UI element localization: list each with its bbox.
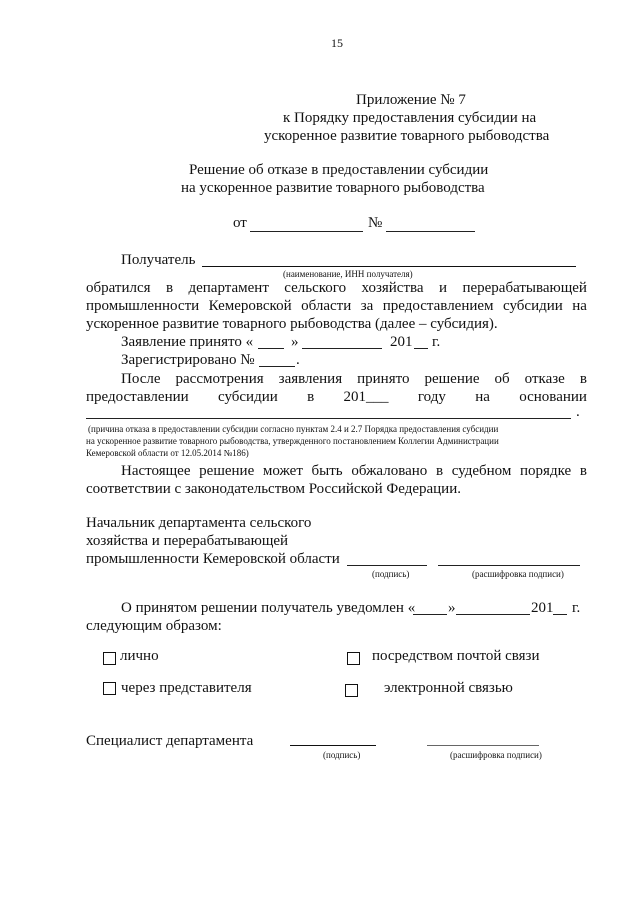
accepted-year-suffix: г.	[432, 334, 441, 350]
accepted-day-field[interactable]	[258, 348, 284, 349]
word: После	[121, 371, 161, 387]
notify-month-field[interactable]	[456, 614, 530, 615]
word: Кемеровской	[208, 298, 292, 314]
word: в	[579, 463, 587, 479]
word: об	[494, 371, 510, 387]
paragraph-1-line-2	[86, 298, 587, 315]
word: за	[360, 298, 374, 314]
word: обратился	[86, 280, 151, 296]
word: рассмотрения	[175, 371, 264, 387]
word: в	[435, 463, 444, 479]
option-post-label: посредством почтой связи	[372, 648, 540, 664]
registered-number-field[interactable]	[259, 366, 295, 367]
recipient-field[interactable]	[202, 266, 576, 267]
word: предоставлении	[86, 389, 189, 405]
word: решение	[424, 371, 480, 387]
appeal-line-1	[121, 463, 587, 480]
paragraph-1-line-1	[86, 280, 587, 297]
notification-text: О принятом решении получатель уведомлен «	[121, 600, 416, 616]
specialist-signature-caption: (подпись)	[323, 750, 361, 760]
word: сельского	[284, 280, 347, 296]
notify-day-field[interactable]	[413, 614, 447, 615]
word: 201___	[343, 389, 389, 405]
accepted-year-field[interactable]	[414, 348, 428, 349]
word: на	[475, 389, 490, 405]
head-signature-caption: (подпись)	[372, 569, 410, 579]
notify-year-field[interactable]	[553, 614, 567, 615]
paragraph-2-line-1	[121, 371, 587, 388]
word: основании	[519, 389, 587, 405]
specialist-signature-field[interactable]	[290, 745, 376, 746]
notify-quote-close: »	[448, 600, 456, 616]
paragraph-1-line-3: ускоренное развитие товарного рыбоводства (далее – субсидия).	[86, 316, 498, 332]
word: Настоящее	[121, 463, 191, 479]
option-representative-label: через представителя	[121, 680, 252, 696]
registered-dot: .	[296, 352, 300, 368]
word: порядке	[520, 463, 572, 479]
option-in-person-checkbox[interactable]	[103, 652, 116, 665]
word: области	[301, 298, 352, 314]
accepted-label: Заявление принято «	[121, 334, 254, 350]
option-electronic-label: электронной связью	[384, 680, 513, 696]
word: субсидии	[218, 389, 278, 405]
accepted-quote-close: »	[291, 334, 299, 350]
reason-caption-line-1: (причина отказа в предоставлении субсидии согласно пунктам 2.4 и 2.7 Порядка предоставления субсидии	[88, 424, 499, 434]
specialist-decode-caption: (расшифровка подписи)	[450, 750, 542, 760]
reason-end-dot: .	[576, 404, 580, 420]
head-decode-field[interactable]	[438, 565, 580, 566]
word: году	[417, 389, 446, 405]
date-field[interactable]	[250, 231, 363, 232]
reason-caption-line-2: на ускоренное развитие товарного рыбоводства, утвержденного постановлением Коллегии Администрации	[86, 436, 499, 446]
reason-field[interactable]	[86, 418, 571, 419]
date-label: от	[233, 215, 247, 231]
word: перерабатывающей	[462, 280, 587, 296]
option-in-person-label: лично	[120, 648, 159, 664]
word: в	[307, 389, 315, 405]
word: быть	[311, 463, 343, 479]
recipient-caption: (наименование, ИНН получателя)	[283, 269, 413, 279]
notify-year: 201	[531, 600, 554, 616]
reason-caption-line-3: Кемеровской области от 12.05.2014 №186)	[86, 448, 249, 458]
option-post-checkbox[interactable]	[347, 652, 360, 665]
word: в	[165, 280, 174, 296]
number-label: №	[368, 215, 383, 231]
registered-label: Зарегистрировано №	[121, 352, 255, 368]
appendix-title: Приложение № 7	[356, 92, 466, 108]
notification-method-label: следующим образом:	[86, 618, 222, 634]
appendix-line-3: ускоренное развитие товарного рыбоводства	[264, 128, 550, 144]
word: предоставлением	[382, 298, 494, 314]
word: в	[579, 371, 587, 387]
option-electronic-checkbox[interactable]	[345, 684, 358, 697]
word: обжаловано	[351, 463, 428, 479]
word: судебном	[451, 463, 512, 479]
document-title-line-1: Решение об отказе в предоставлении субсидии	[189, 162, 489, 178]
word: субсидии	[503, 298, 563, 314]
word: департамент	[188, 280, 269, 296]
specialist-decode-field[interactable]	[427, 745, 539, 746]
head-decode-caption: (расшифровка подписи)	[472, 569, 564, 579]
head-title-line-1: Начальник департамента сельского	[86, 515, 312, 531]
specialist-label: Специалист департамента	[86, 733, 254, 749]
document-title-line-2: на ускоренное развитие товарного рыбоводства	[181, 180, 485, 196]
number-field[interactable]	[386, 231, 475, 232]
head-signature-field[interactable]	[347, 565, 427, 566]
word: заявления	[278, 371, 343, 387]
notify-year-suffix: г.	[572, 600, 581, 616]
word: решение	[199, 463, 255, 479]
word: на	[572, 298, 587, 314]
recipient-label: Получатель	[121, 252, 196, 268]
word: может	[262, 463, 303, 479]
page-number: 15	[331, 36, 343, 50]
option-representative-checkbox[interactable]	[103, 682, 116, 695]
appendix-line-2: к Порядку предоставления субсидии на	[283, 110, 537, 126]
accepted-month-field[interactable]	[302, 348, 382, 349]
paragraph-2-line-2	[86, 389, 587, 406]
accepted-year: 201	[390, 334, 413, 350]
head-title-line-2: хозяйства и перерабатывающей	[86, 533, 289, 549]
appeal-line-2: соответствии с законодательством Российской Федерации.	[86, 481, 461, 497]
word: отказе	[524, 371, 565, 387]
word: и	[438, 280, 448, 296]
word: хозяйства	[361, 280, 424, 296]
head-title-line-3: промышленности Кемеровской области	[86, 551, 340, 567]
word: промышленности	[86, 298, 200, 314]
word: принято	[357, 371, 410, 387]
